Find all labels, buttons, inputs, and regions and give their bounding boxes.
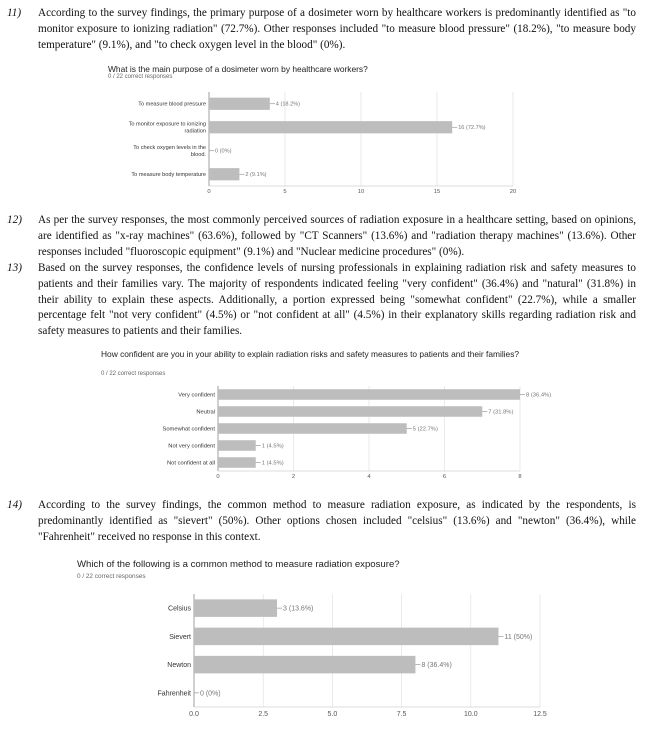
paragraph-text: According to the survey findings, the primary purpose of a dosimeter worn by healthcare workers is predominantly identified as "to monitor exposure to ionizing radiation" (72.7%). Other responses included "to measure blood pressure" (18.2%), "to measure body temperature" (9.1%), and "to check oxygen level in the blood" (0%).: [38, 7, 636, 51]
x-tick-label: 12.5: [533, 711, 547, 718]
chart-subtitle: 0 / 22 correct responses: [77, 573, 146, 580]
paragraph-14: [7, 498, 636, 545]
bar: [218, 457, 256, 468]
bar-chart-svg: [77, 560, 557, 725]
bar: [218, 440, 256, 451]
category-label: Celsius: [168, 605, 191, 613]
x-tick-label: 2.5: [258, 711, 269, 718]
value-label: 3 (13.6%): [283, 605, 314, 613]
chart-dosimeter-purpose: [108, 64, 538, 204]
category-label: Somewhat confident: [162, 426, 215, 433]
x-tick-label: 0: [207, 189, 211, 195]
value-label: 11 (50%): [504, 633, 533, 641]
value-label: 2 (9.1%): [245, 172, 267, 179]
category-label: Sievert: [169, 633, 191, 641]
x-tick-label: 0: [216, 474, 220, 480]
paragraph-11: [7, 6, 636, 53]
x-tick-label: 8: [518, 474, 522, 480]
paragraph-text: According to the survey findings, the common method to measure radiation exposure, as indicated by the respondents, is predominantly identified as "sievert" (50%). Other options chosen included "celsius" (13.6%) and "newton" (36.4%), while "Fahrenheit" received no response in this context.: [38, 499, 636, 543]
bar: [218, 406, 482, 417]
x-tick-label: 4: [367, 474, 371, 480]
x-tick-label: 5.0: [327, 711, 338, 718]
bar: [194, 656, 415, 674]
value-label: 1 (4.5%): [261, 460, 284, 467]
category-label: Not very confident: [168, 443, 215, 450]
value-label: 8 (36.4%): [421, 662, 452, 670]
value-label: 4 (18.2%): [275, 101, 301, 108]
x-tick-label: 10.0: [463, 711, 478, 718]
bar-chart-svg: [101, 349, 571, 489]
category-label: To measure blood pressure: [138, 101, 206, 108]
category-label: Fahrenheit: [157, 690, 191, 698]
bar: [209, 168, 239, 180]
chart-radiation-measure: [77, 560, 557, 725]
paragraph-number: 14): [7, 499, 22, 511]
paragraph-number: 11): [7, 7, 22, 19]
x-tick-label: 20: [509, 189, 517, 195]
bar: [194, 599, 277, 617]
value-label: 5 (22.7%): [412, 426, 438, 433]
paragraph-12: [7, 213, 636, 260]
category-label: Not confident at all: [166, 460, 215, 467]
bar: [209, 98, 270, 110]
x-tick-label: 15: [433, 189, 441, 195]
paragraph-text: Based on the survey responses, the confidence levels of nursing professionals in explaining radiation risk and safety measures to patients and their families vary. The majority of respondents indicated feeling "very confident" (36.4%) and "natural" (31.8%) in their ability to explain these aspects. Additionally, a portion expressed being "somewhat confident" (22.7%), while a smaller percentage felt "not very confident" (4.5%) or "not confident at all" (4.5%) in their explanatory skills regarding radiation risk and safety measures to patients and their families.: [38, 262, 636, 338]
bar-chart-svg: [108, 64, 538, 204]
paragraph-text: As per the survey responses, the most commonly perceived sources of radiation exposure in a healthcare setting, based on opinions, are identified as "x-ray machines" (63.6%), followed by "CT Scanners" (13.6%) and "radiation therapy machines" (13.6%). Other responses included "fluoroscopic equipment" (9.1%) and "Nuclear medicine procedures" (0%).: [38, 214, 636, 258]
x-tick-label: 2: [291, 474, 296, 480]
paragraph-13: [7, 261, 636, 340]
paragraph-number: 12): [7, 214, 22, 226]
x-tick-label: 5: [283, 189, 287, 195]
value-label: 16 (72.7%): [458, 125, 486, 132]
chart-title: How confident are you in your ability to explain radiation risks and safety measures to patients and their families?: [101, 349, 520, 359]
chart-subtitle: 0 / 22 correct responses: [101, 371, 166, 377]
bar: [209, 121, 452, 133]
x-tick-label: 0.0: [189, 711, 199, 718]
value-label: 0 (0%): [215, 148, 232, 155]
x-tick-label: 6: [442, 474, 447, 480]
chart-title: Which of the following is a common method to measure radiation exposure?: [77, 559, 400, 570]
paragraph-number: 13): [7, 262, 22, 274]
x-tick-label: 7.5: [396, 711, 407, 718]
chart-confidence-levels: [101, 349, 571, 489]
value-label: 1 (4.5%): [261, 443, 284, 450]
chart-subtitle: 0 / 22 correct responses: [108, 74, 173, 80]
bar: [218, 389, 520, 400]
value-label: 8 (36.4%): [526, 392, 552, 399]
value-label: 0 (0%): [200, 690, 221, 698]
bar: [218, 423, 407, 434]
category-label: Newton: [167, 662, 191, 670]
x-tick-label: 10: [357, 189, 365, 195]
category-label: Neutral: [196, 409, 215, 416]
chart-title: What is the main purpose of a dosimeter worn by healthcare workers?: [108, 64, 368, 74]
category-label: To check oxygen levels in the blood.: [133, 145, 206, 159]
category-label: Very confident: [178, 392, 215, 399]
bar: [194, 628, 498, 646]
category-label: To measure body temperature: [131, 172, 206, 179]
value-label: 7 (31.8%): [488, 409, 514, 416]
category-label: To monitor exposure to ionizing radiation: [128, 121, 206, 135]
